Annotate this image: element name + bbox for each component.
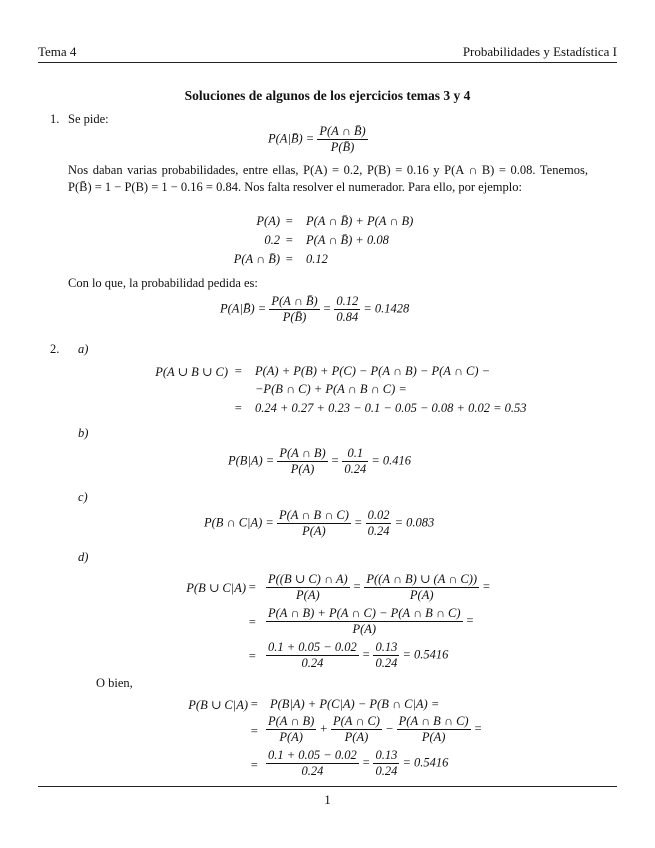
ex1-eq1 <box>268 124 368 155</box>
ex2b-label: b) <box>78 426 89 440</box>
frac-num: P(A ∩ B ∩ C) <box>278 508 349 522</box>
ex2e-eq1: = <box>250 697 259 711</box>
ex2d-eq3: = <box>248 649 257 663</box>
ex2-number: 2. <box>50 342 60 356</box>
ex2a-eq3: = <box>234 401 243 415</box>
ex2a-label: a) <box>78 342 89 356</box>
ex1-sys-eq0: = <box>285 214 294 228</box>
frac-num: 0.1 + 0.05 − 0.02 <box>268 748 357 762</box>
frac-num: 0.13 <box>375 640 398 654</box>
frac <box>266 748 359 779</box>
ex1-lead: Se pide: <box>68 112 109 126</box>
frac-num: P(A ∩ B̄) <box>319 124 366 138</box>
result: = 0.1428 <box>363 301 410 316</box>
ex2a-r3: 0.24 + 0.27 + 0.23 − 0.1 − 0.05 − 0.08 + 0.02 = 0.53 <box>255 401 527 415</box>
ex1-number: 1. <box>50 112 60 126</box>
ex1-sys-l2: P(A ∩ B̄) <box>233 252 280 266</box>
frac-num: 0.12 <box>336 294 359 308</box>
eq-sign: = <box>482 579 491 594</box>
result: = 0.416 <box>371 453 412 468</box>
frac <box>266 572 350 603</box>
frac <box>397 714 471 745</box>
ex1-sys-l1: 0.2 <box>264 233 280 247</box>
frac <box>266 606 463 637</box>
ex2d-row1 <box>266 572 491 603</box>
frac-num: 0.13 <box>375 748 398 762</box>
frac-num: P(A ∩ B) + P(A ∩ C) − P(A ∩ B ∩ C) <box>268 606 461 620</box>
frac-den: 0.24 <box>367 524 390 538</box>
ex2a-lhs: P(A ∪ B ∪ C) <box>155 365 228 379</box>
frac <box>373 640 399 671</box>
frac <box>331 714 382 745</box>
ex1-eq1-lhs: P(A|B̄) = <box>268 131 315 146</box>
frac-den: 0.24 <box>344 462 367 476</box>
result: = 0.083 <box>394 515 435 530</box>
frac-den: 0.24 <box>301 656 324 670</box>
frac-den: 0.84 <box>336 310 359 324</box>
frac-den: P(A) <box>279 730 303 744</box>
frac-den: 0.24 <box>375 764 398 778</box>
ex2e-row2 <box>266 714 482 745</box>
ex1-sys-r1: P(A ∩ B̄) + 0.08 <box>306 233 389 247</box>
ex1-sys-eq1: = <box>285 233 294 247</box>
eq-sign: = <box>322 301 332 316</box>
header-right: Probabilidades y Estadística I <box>462 44 617 59</box>
frac <box>266 640 359 671</box>
frac-num: P(A ∩ B) <box>279 446 326 460</box>
frac-den: P(A) <box>290 462 315 476</box>
frac-den: P(B̄) <box>330 140 355 154</box>
ex2a-r1: P(A) + P(B) + P(C) − P(A ∩ B) − P(A ∩ C) − <box>255 364 491 378</box>
result: = 0.5416 <box>402 755 449 770</box>
ex2e-row3 <box>266 748 448 779</box>
obien-text: O bien, <box>96 676 133 690</box>
ex1-eq1-frac <box>317 124 367 155</box>
ex2e-r1: P(B|A) + P(C|A) − P(B ∩ C|A) = <box>270 697 440 711</box>
frac-den: P(B̄) <box>282 310 307 324</box>
frac-num: 0.1 <box>342 446 368 462</box>
frac <box>334 294 360 325</box>
ex1-conclusion: Con lo que, la probabilidad pedida es: <box>68 276 258 290</box>
frac-den: P(A) <box>352 622 377 636</box>
ex2d-lhs: P(B ∪ C|A) <box>186 581 246 595</box>
ex1-sys-eq2: = <box>285 252 294 266</box>
footer-rule <box>38 786 617 787</box>
frac-num: P(A ∩ B) <box>268 714 315 728</box>
ex1-eq2 <box>220 294 409 325</box>
eq-sign: = <box>361 755 371 770</box>
ex2e-lhs: P(B ∪ C|A) <box>188 698 248 712</box>
ex2c-eq <box>204 508 434 539</box>
ex2a-eq1: = <box>234 364 243 378</box>
frac-den: P(A) <box>409 588 434 602</box>
frac <box>366 508 392 539</box>
frac <box>269 294 319 325</box>
page-title: Soluciones de algunos de los ejercicios temas 3 y 4 <box>184 88 471 103</box>
plus-sign: + <box>319 721 328 736</box>
frac-den: P(A) <box>302 524 326 538</box>
ex1-eq2-lhs: P(A|B̄) = <box>220 301 267 316</box>
ex2a-r2: −P(B ∩ C) + P(A ∩ B ∩ C) = <box>255 382 407 396</box>
lhs: P(B ∩ C|A) = <box>204 515 274 530</box>
page-number: 1 <box>324 792 331 807</box>
ex2e-eq3: = <box>250 758 259 772</box>
header-left: Tema 4 <box>38 44 77 59</box>
frac-den: P(A) <box>296 588 320 602</box>
ex1-sys-r0: P(A ∩ B̄) + P(A ∩ B) <box>306 214 414 228</box>
ex1-sys-l0: P(A) <box>256 214 280 228</box>
frac-den: 0.24 <box>301 764 324 778</box>
frac <box>277 508 351 539</box>
minus-sign: − <box>385 721 394 736</box>
ex2d-label: d) <box>78 550 89 564</box>
frac <box>266 714 316 745</box>
frac <box>277 446 327 477</box>
result: = 0.5416 <box>402 647 449 662</box>
frac-den: P(A) <box>421 730 446 744</box>
frac-num: P(A ∩ B̄) <box>271 294 318 308</box>
ex2d-eq1: = <box>248 580 257 594</box>
eq-sign: = <box>473 721 483 736</box>
frac-num: P((B ∪ C) ∩ A) <box>268 572 348 586</box>
eq-sign: = <box>352 579 362 594</box>
eq-sign: = <box>330 453 340 468</box>
frac-num: 0.1 + 0.05 − 0.02 <box>268 640 357 654</box>
ex2d-row2 <box>266 606 474 637</box>
frac-num: P((A ∩ B) ∪ (A ∩ C)) <box>366 572 478 586</box>
frac-den: 0.24 <box>375 656 398 670</box>
ex1-paragraph: Nos daban varias probabilidades, entre ellas, P(A) = 0.2, P(B) = 0.16 y P(A ∩ B) = 0.08. Tenemos, P(B̄) = 1 − P(B) = 1 − 0.16 = 0.84. Nos falta resolver el numerador. Para ello, por ejemplo: <box>68 163 588 194</box>
frac-num: 0.02 <box>367 508 390 522</box>
eq-sign: = <box>361 647 371 662</box>
header-rule <box>38 62 617 63</box>
frac-num: P(A ∩ C) <box>332 714 380 728</box>
eq-sign: = <box>465 613 475 628</box>
frac <box>342 446 368 477</box>
ex2b-eq <box>228 446 411 477</box>
lhs: P(B|A) = <box>228 453 275 468</box>
frac-den: P(A) <box>344 730 369 744</box>
ex2e-eq2: = <box>250 724 259 738</box>
ex2d-eq2: = <box>248 615 257 629</box>
ex2d-row3 <box>266 640 448 671</box>
ex1-sys-r2: 0.12 <box>306 252 328 266</box>
ex2c-label: c) <box>78 490 88 504</box>
eq-sign: = <box>354 515 363 530</box>
frac-num: P(A ∩ B ∩ C) <box>398 714 469 728</box>
frac <box>373 748 399 779</box>
frac <box>364 572 479 603</box>
